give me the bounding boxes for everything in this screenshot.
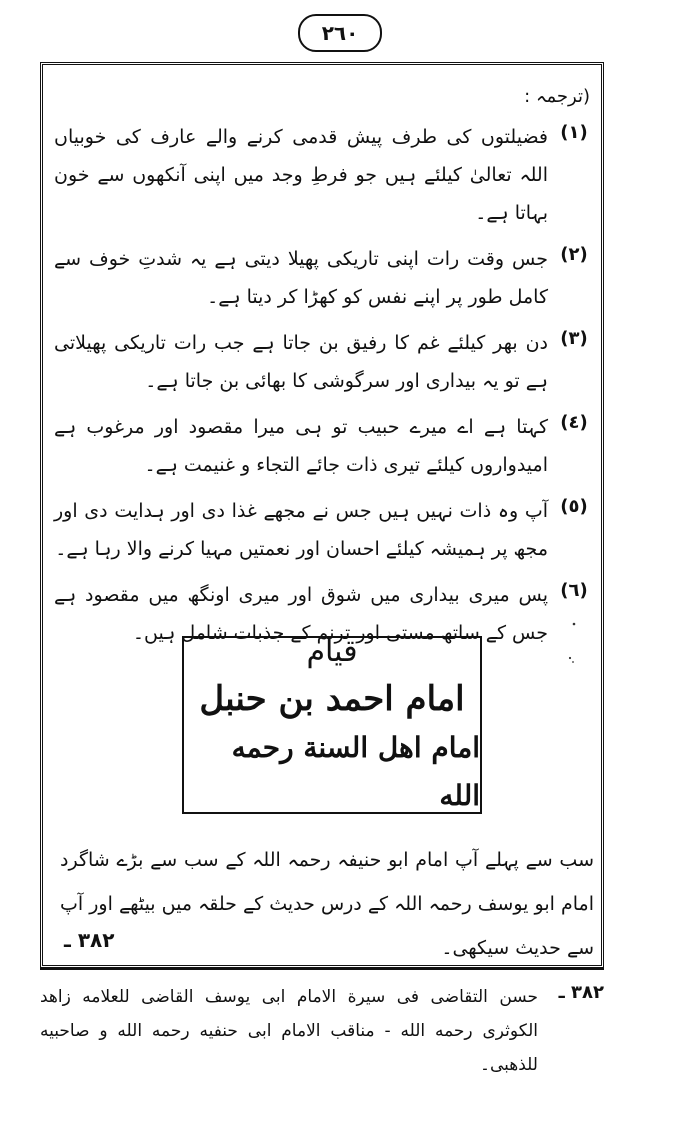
item-number: (٦) (560, 580, 588, 601)
footnote-reference: ٣٨٢ ـ (64, 928, 115, 952)
list-item (44, 324, 600, 400)
item-text: جس وقت رات اپنی تاریکی پھیلا دیتی ہے یہ شدتِ خوف سے کامل طور پر اپنے نفس کو کھڑا کر دیتا ہے۔ (54, 248, 548, 308)
item-number: (٢) (560, 244, 588, 265)
item-number: (٤) (560, 412, 588, 433)
translation-list (44, 118, 600, 660)
item-text: کہتا ہے اے میرے حبیب تو ہی میرا مقصود اور مرغوب ہے امیدواروں کیلئے تیری ذات جائے التجاء و غنیمت ہے۔ (54, 416, 548, 476)
footnote-number: ٣٨٢ ـ (558, 982, 604, 1003)
item-text: فضیلتوں کی طرف پیش قدمی کرنے والے عارف کی خوبیاں اللہ تعالیٰ کیلئے ہیں جو فرطِ وجد میں اپنی آنکھوں سے خون بہاتا ہے۔ (54, 126, 548, 224)
footnote-divider (40, 968, 604, 970)
scan-specks (560, 618, 590, 678)
item-text: دن بھر کیلئے غم کا رفیق بن جاتا ہے جب رات تاریکی پھیلاتی ہے تو یہ بیداری اور سرگوشی کا بھائی بن جاتا ہے۔ (54, 332, 548, 392)
item-number: (١) (560, 122, 588, 143)
section-title: قیام (306, 634, 358, 669)
section-subtitle: امام احمد بن حنبل (199, 679, 465, 719)
item-text: آپ وہ ذات نہیں ہیں جس نے مجھے غذا دی اور ہدایت دی اور مجھ پر ہمیشہ کیلئے احسان اور نعمتیں مہیا کرنے والا رہا ہے۔ (54, 500, 548, 560)
page-number-text: ٢٦٠ (321, 21, 359, 45)
footnote-text: حسن التقاضی فی سیرة الامام ابی یوسف القاضی للعلامه زاهد الکوثری رحمه الله - مناقب الامام ابی حنفیه رحمه الله و صاحبیه للذهبی۔ (40, 987, 538, 1075)
footnote (40, 980, 604, 1082)
item-number: (٣) (560, 328, 588, 349)
section-honorific: امام اهل السنة رحمه الله (231, 731, 480, 812)
list-item (44, 408, 600, 484)
page-number (298, 14, 382, 52)
translation-label: (ترجمہ : (524, 86, 590, 107)
section-title-box (182, 636, 482, 814)
item-text: پس میری بیداری میں شوق اور میری اونگھ میں مقصود ہے جس کے ساتھ مستی اور ترنم کے جذبات شامل ہیں۔ (54, 584, 548, 644)
list-item (44, 492, 600, 568)
body-paragraph: سب سے پہلے آپ امام ابو حنیفہ رحمہ اللہ کے سب سے بڑے شاگرد امام ابو یوسف رحمہ اللہ کے درس حدیث کے حلقہ میں بیٹھے اور آپ سے حدیث سیکھی۔ (60, 849, 594, 959)
item-number: (٥) (560, 496, 588, 517)
list-item (44, 240, 600, 316)
list-item (44, 118, 600, 232)
